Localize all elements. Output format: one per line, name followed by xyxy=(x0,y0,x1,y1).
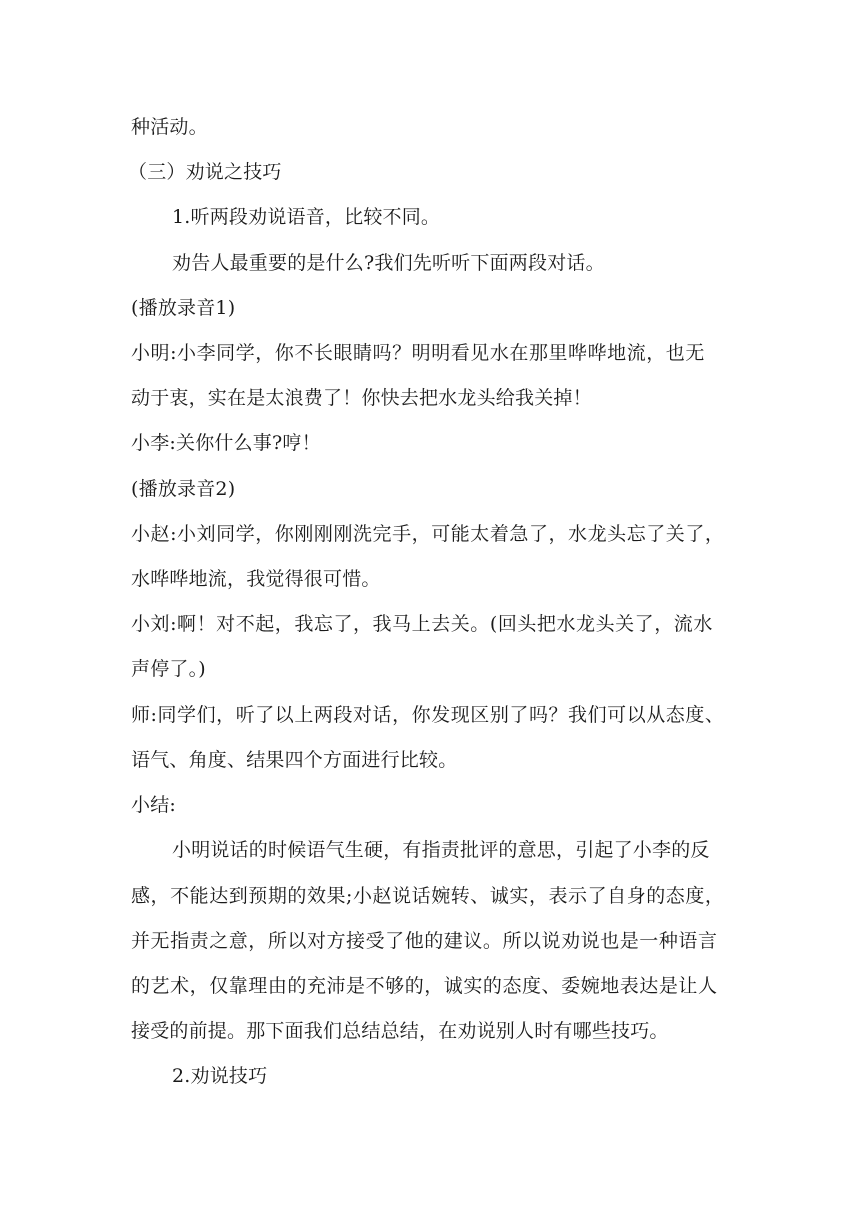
text-line: 师:同学们，听了以上两段对话，你发现区别了吗？我们可以从态度、 xyxy=(131,704,725,726)
text-line: (播放录音1) xyxy=(131,297,236,319)
text-line: 小刘:啊！对不起，我忘了，我马上去关。(回头把水龙头关了，流水 xyxy=(131,613,713,635)
subsection-heading: 1.听两段劝说语音，比较不同。 xyxy=(172,206,441,228)
text-line: 的艺术，仅靠理由的充沛是不够的，诚实的态度、委婉地表达是让人 xyxy=(131,975,718,997)
text-line: 感，不能达到预期的效果;小赵说话婉转、诚实，表示了自身的态度， xyxy=(131,885,725,907)
text-line: 动于衷，实在是太浪费了！你快去把水龙头给我关掉！ xyxy=(131,387,592,409)
text-line: 接受的前提。那下面我们总结总结，在劝说别人时有哪些技巧。 xyxy=(131,1020,669,1042)
text-line: 声停了。) xyxy=(131,658,206,680)
text-line: 小明:小李同学，你不长眼睛吗？明明看见水在那里哗哗地流，也无 xyxy=(131,342,705,364)
text-line: 水哗哗地流，我觉得很可惜。 xyxy=(131,568,381,590)
text-line: 小赵:小刘同学，你刚刚刚洗完手，可能太着急了，水龙头忘了关了， xyxy=(131,523,725,545)
section-heading: （三）劝说之技巧 xyxy=(128,161,282,183)
text-line: 并无指责之意，所以对方接受了他的建议。所以说劝说也是一种语言 xyxy=(131,930,718,952)
summary-label: 小结: xyxy=(131,794,177,816)
text-line: 种活动。 xyxy=(131,116,208,138)
subsection-heading: 2.劝说技巧 xyxy=(172,1065,268,1087)
text-line: 语气、角度、结果四个方面进行比较。 xyxy=(131,749,458,771)
text-line: 小明说话的时候语气生硬，有指责批评的意思，引起了小李的反 xyxy=(172,839,710,861)
text-line: 劝告人最重要的是什么?我们先听听下面两段对话。 xyxy=(172,252,605,274)
text-line: 小李:关你什么事?哼！ xyxy=(131,432,321,454)
text-line: (播放录音2) xyxy=(131,478,236,500)
